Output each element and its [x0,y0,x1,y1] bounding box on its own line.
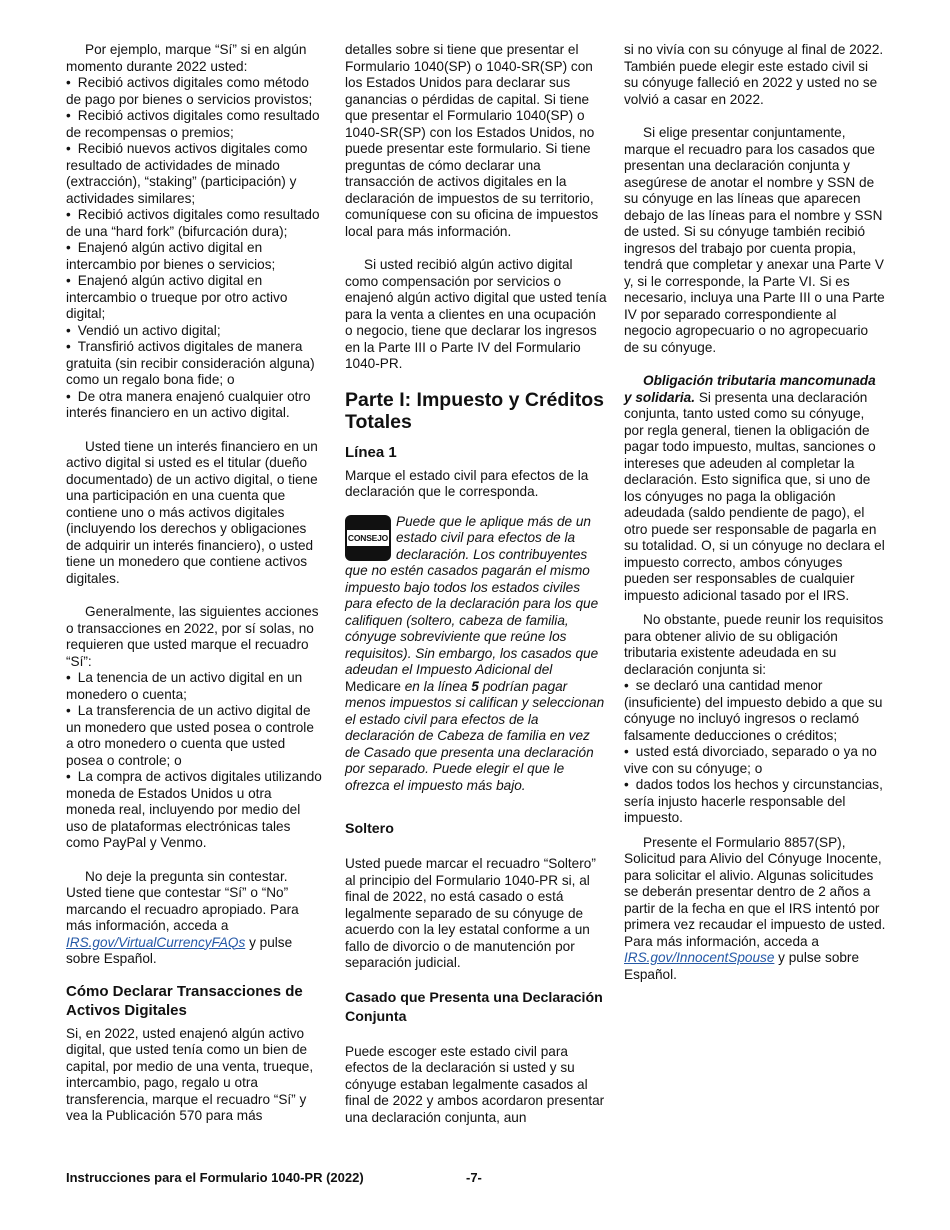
heading-single: Soltero [345,821,394,837]
run-in-heading: Obligación tributaria mancomunada y solidaria. [624,373,876,405]
paragraph-joint-liability: Obligación tributaria mancomunada y solidaria. Si presenta una declaración conjunta, tanto usted como su cónyuge, por regla general, tienen la obligación de pagar todo impuesto, multas, sanciones o intereses que adeuden al completar la declaración. Esto significa que, si uno de los cónyuges no paga la obligación adeudada (saldo pendiente de pago), el otro puede ser responsable de pagarla en su totalidad. O, si un cónyuge no declara el impuesto correcto, ambos cónyuges pueden ser responsables de cualquier impuesto adicional tasado por el IRS. [624,373,885,603]
footer-form-title: Instrucciones para el Formulario 1040-PR (2022) [66,1170,364,1185]
paragraph-exceptions-intro: Generalmente, las siguientes acciones o transacciones en 2022, por sí solas, no requieren que usted marque el recuadro “Sí”: [66,604,319,669]
paragraph-compensation: Si usted recibió algún activo digital como compensación por servicios o enajenó algún activo digital que usted tenía para la venta a clientes en una ocupación o negocio, tiene que declarar los ingresos en la Parte III o Parte IV del Formulario 1040-PR. [345,257,607,371]
list-item: • Recibió nuevos activos digitales como resultado de actividades de minado (extracción), “staking” (participación) y actividades similares; [66,141,324,207]
list-item: • Vendió un activo digital; [66,323,324,340]
list-item: • La transferencia de un activo digital de un monedero que usted posea o controle a otro monedero o cuenta que usted posea o controle; o [66,703,324,769]
list-item: • La tenencia de un activo digital en un monedero o cuenta; [66,670,324,703]
tip-box: CONSEJO Puede que le aplique más de un estado civil para efectos de la declaración. Los contribuyentes que no estén casados pagarán el mismo impuesto bajo todos los estados civiles para efecto de la declaración para los que califiquen (soltero, cabeza de familia, cónyuge sobreviviente que reúne los requisitos). Sin embargo, los casados que adeudan el Impuesto Adicional del Medicare en la línea 5 podrían pagar menos impuestos si califican y seleccionan el estado civil para efectos de la declaración de Cabeza de familia en vez de Casado que presenta una declaración por separado. Puede elegir el que le ofrezca el impuesto más bajo. [345,513,605,793]
paragraph-answer-question: No deje la pregunta sin contestar. Usted tiene que contestar “Sí” o “No” marcando el recuadro apropiado. Para más información, acceda a IRS.gov/VirtualCurrencyFAQs y pulse sobre Español. [66,868,299,966]
paragraph-relief: No obstante, puede reunir los requisitos para obtener alivio de su obligación tributaria existente adeudada en su declaración conjunta si: [624,612,884,677]
paragraph-reporting: Si, en 2022, usted enajenó algún activo digital, que usted tenía como un bien de capital, por medio de una venta, trueque, intercambio, pago, regalo u otra transferencia, marque el recuadro “Sí” y vea la Publicación 570 para más [66,1025,314,1123]
list-item: • Recibió activos digitales como método de pago por bienes o servicios provistos; [66,75,324,108]
paragraph-financial-interest: Usted tiene un interés financiero en un activo digital si usted es el titular (dueño documentado) de un activo digital, o tiene una participación en una cuenta que contiene uno o más activos digitales (incluyendo los derechos y obligaciones de adquirir un interés financiero), o usted tiene un monedero que contiene activos digitales. [66,438,318,586]
list-item: • Enajenó algún activo digital en intercambio por bienes o servicios; [66,240,324,273]
paragraph-married-continued: si no vivía con su cónyuge al final de 2022. También puede elegir este estado civil si su cónyuge falleció en 2022 y usted no se volvió a casar en 2022. [624,42,884,107]
section-title-part-1: Parte I: Impuesto y Créditos Totales [345,388,604,433]
paragraph-filing-status: Marque el estado civil para efectos de la declaración que le corresponda. [345,467,589,499]
list-item: • Enajenó algún activo digital en intercambio o trueque por otro activo digital; [66,273,324,323]
list-exceptions [66,670,324,852]
consejo-tip-icon: CONSEJO [345,515,391,561]
list-item: • La compra de activos digitales utilizando moneda de Estados Unidos u otra moneda real, incluyendo por medio del uso de plataformas electrónicas tales como PayPal y Venmo. [66,769,324,852]
paragraph-example-intro: Por ejemplo, marque “Sí” si en algún momento durante 2022 usted: [66,42,307,74]
list-item: • Recibió activos digitales como resultado de recompensas o premios; [66,108,324,141]
paragraph-form-8857: Presente el Formulario 8857(SP), Solicitud para Alivio del Cónyuge Inocente, para solicitar el alivio. Algunas solicitudes se deberán presentar dentro de 2 años a partir de la fecha en que el IRS intentó por primera vez recaudar el impuesto de usted. Para más información, acceda a IRS.gov/InnocentSpouse y pulse sobre Español. [624,834,886,982]
page-number: -7- [466,1170,482,1185]
heading-reporting-digital-assets: Cómo Declarar Transacciones de Activos Digitales [66,982,303,1019]
paragraph-single: Usted puede marcar el recuadro “Soltero” al principio del Formulario 1040-PR si, al final de 2022, no está casado o está legalmente separado de su cónyuge de acuerdo con la ley estatal conforme a un fallo de divorcio o de manutención por separación judicial. [345,856,596,970]
list-item: • dados todos los hechos y circunstancias, sería injusto hacerle responsable del impuesto. [624,777,886,827]
list-item: • se declaró una cantidad menor (insuficiente) del impuesto debido a que su cónyuge no incluyó ingresos o reclamó falsamente deducciones o créditos; [624,678,886,744]
heading-married-joint: Casado que Presenta una Declaración Conjunta [345,989,603,1025]
list-relief-conditions [624,678,886,827]
column-right [624,42,886,983]
column-left [66,42,324,1125]
link-virtual-currency-faqs[interactable]: IRS.gov/VirtualCurrencyFAQs [66,934,246,950]
list-item: • De otra manera enajenó cualquier otro interés financiero en un activo digital. [66,389,324,422]
paragraph-joint-filing: Si elige presentar conjuntamente, marque el recuadro para los casados que presentan una declaración conjunta y asegúrese de anotar el nombre y SSN de su cónyuge en las líneas que aparecen debajo de las líneas para el nombre y SSN de usted. Si su cónyuge también recibió ingresos del trabajo por cuenta propia, tendrá que completar y anexar una Parte V y, si le corresponde, la Parte VI. Si es necesario, incluya una Parte III o una Parte IV por separado correspondiente al negocio agropecuario o no agropecuario de su cónyuge. [624,125,885,355]
list-item: • Recibió activos digitales como resultado de una “hard fork” (bifurcación dura); [66,207,324,240]
heading-line-1: Línea 1 [345,443,397,461]
list-digital-asset-activities [66,75,324,422]
paragraph-capital-gains: detalles sobre si tiene que presentar el Formulario 1040(SP) o 1040-SR(SP) con los Estados Unidos para declarar sus ganancias o pérdidas de capital. Si tiene que presentar el Formulario 1040(SP) o 1040-SR(SP) con los Estados Unidos, no puede presentar este formulario. Si tiene preguntas de cómo declarar una transacción de activos digitales en la declaración de impuestos de su territorio, comuníquese con su oficina de impuestos local para más información. [345,42,599,239]
column-middle [345,42,607,1126]
list-item: • Transfirió activos digitales de manera gratuita (sin recibir consideración alguna) como un regalo bona fide; o [66,339,324,389]
link-innocent-spouse[interactable]: IRS.gov/InnocentSpouse [624,950,775,965]
paragraph-married-joint: Puede escoger este estado civil para efectos de la declaración si usted y su cónyuge estaban legalmente casados al final de 2022 y ambos acordaron presentar una declaración conjunta, aun [345,1043,605,1125]
list-item: • usted está divorciado, separado o ya no vive con su cónyuge; o [624,744,886,777]
